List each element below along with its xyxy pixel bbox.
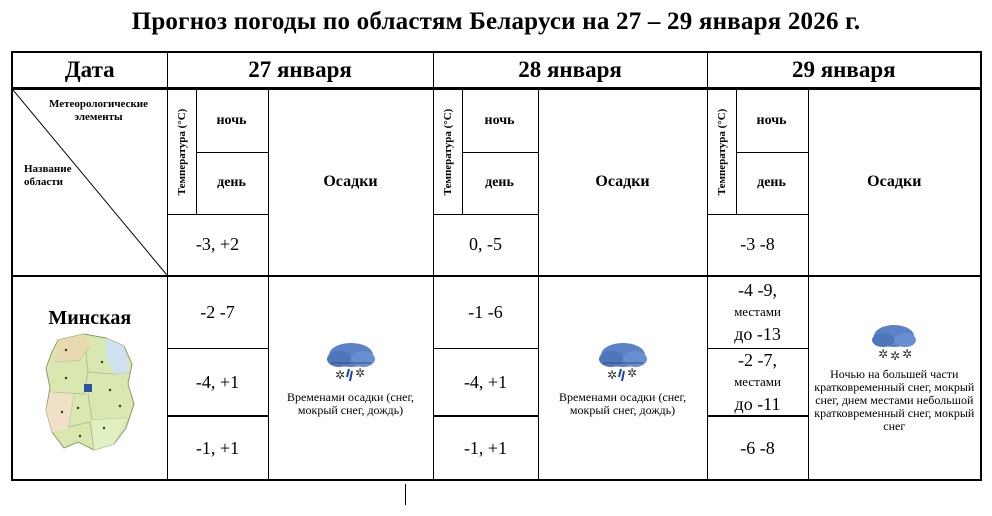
- svg-text:✲: ✲: [890, 349, 901, 363]
- night-label: ночь: [736, 90, 808, 153]
- day-label: день: [462, 152, 538, 215]
- city-temp-day1: -1, +1: [167, 416, 268, 480]
- meteo-elements-label: Метеорологические элементы: [48, 98, 149, 123]
- precip-day1: [268, 276, 433, 481]
- text-cursor: [405, 484, 406, 505]
- temp-cell-day1: [167, 89, 268, 276]
- day-temp-note: местами: [734, 374, 781, 389]
- precip-header-day1: Осадки: [268, 89, 433, 276]
- city-temp: 0, -5: [469, 233, 503, 254]
- precip-day3: [808, 276, 981, 481]
- day-label: день: [196, 152, 268, 215]
- night-temp-main: -4 -9,: [738, 280, 778, 301]
- svg-text:✲: ✲: [354, 365, 365, 380]
- day-temp-day2: -4, +1: [433, 349, 538, 417]
- precip-header-day3: Осадки: [808, 89, 981, 276]
- night-label: ночь: [462, 90, 538, 153]
- night-label: ночь: [196, 90, 268, 153]
- temp-cell-day2: [433, 89, 538, 276]
- night-temp-day3: [707, 276, 808, 349]
- day-header-2: 28 января: [433, 52, 707, 89]
- svg-text:✲: ✲: [334, 367, 345, 382]
- precip-day2: [538, 276, 707, 481]
- day-temp-main: -2 -7,: [738, 350, 778, 370]
- region-cell: [12, 276, 167, 481]
- city-temp-day2: -1, +1: [433, 416, 538, 480]
- svg-text:✲: ✲: [878, 347, 889, 362]
- day-temp-min: до -11: [734, 394, 781, 414]
- precip-desc-day2: Временами осадки (снег, мокрый снег, дождь): [558, 389, 687, 417]
- day-temp-day3: [707, 349, 808, 417]
- precip-desc-day3: Ночью на большей части кратковременный снег, мокрый снег, днем местами небольшой кратковременный снег, мокрый снег: [814, 367, 975, 434]
- city-temp-day3: -6 -8: [707, 416, 808, 480]
- page-title: Прогноз погоды по областям Беларуси на 27 – 29 января 2026 г.: [131, 8, 861, 35]
- precip-desc-day1: Временами осадки (снег, мокрый снег, дождь): [286, 389, 415, 417]
- day-temp-day1: -4, +1: [167, 349, 268, 417]
- cloud-snow-rain-icon: [593, 339, 653, 385]
- temp-vertical-label: Температура (°С): [434, 90, 463, 215]
- night-temp-note: местами: [734, 304, 781, 320]
- date-header: Дата: [12, 52, 167, 89]
- day-header-1: 27 января: [167, 52, 433, 89]
- night-temp-day2: -1 -6: [433, 276, 538, 349]
- city-temp: -3 -8: [740, 233, 775, 254]
- svg-text:✲: ✲: [902, 347, 913, 362]
- region-map-icon: [44, 332, 136, 454]
- temp-cell-day3: [707, 89, 808, 276]
- city-temp: -3, +2: [195, 233, 240, 254]
- night-temp-min: до -13: [734, 324, 781, 345]
- cloud-snow-icon: [866, 322, 922, 362]
- forecast-table: [11, 51, 982, 481]
- precip-header-day2: Осадки: [538, 89, 707, 276]
- temp-vertical-label: Температура (°С): [168, 90, 197, 215]
- cloud-snow-rain-icon: [321, 339, 381, 385]
- region-name: Минская: [48, 306, 132, 329]
- svg-text:✲: ✲: [606, 367, 617, 382]
- temp-vertical-label: Температура (°С): [708, 90, 737, 215]
- day-label: день: [736, 152, 808, 215]
- night-temp-day1: -2 -7: [167, 276, 268, 349]
- region-name-label: Название области: [24, 163, 72, 188]
- svg-text:✲: ✲: [626, 365, 637, 380]
- diagonal-header: [12, 89, 167, 276]
- day-header-3: 29 января: [707, 52, 981, 89]
